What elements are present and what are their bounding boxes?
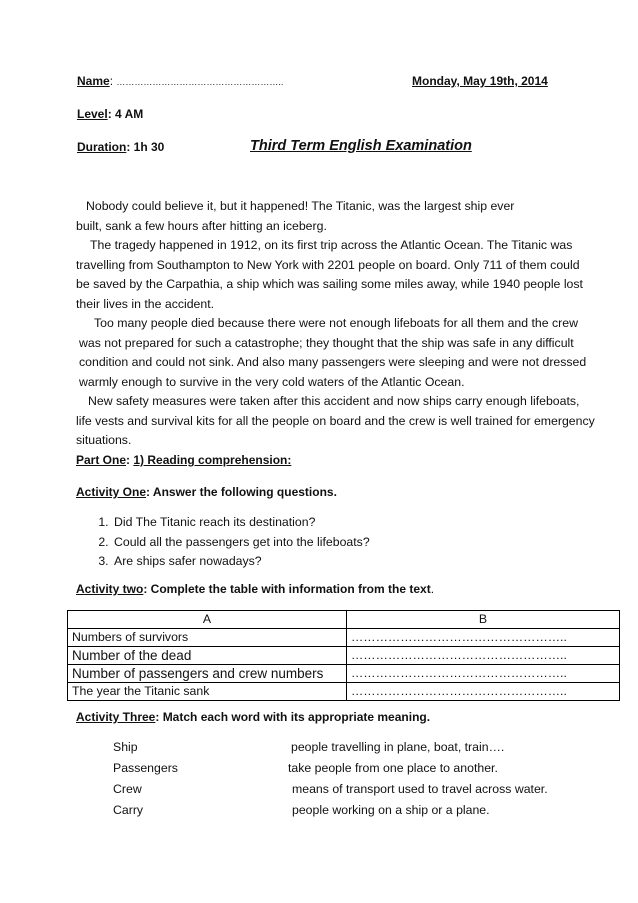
activity-two-instruction: : Complete the table with information from the text — [143, 582, 431, 596]
table-row — [68, 629, 620, 647]
question-item: 2. Could all the passengers get into the lifeboats? — [112, 533, 370, 553]
part-one-label: Part One — [76, 453, 127, 467]
duration-label: Duration — [77, 140, 127, 154]
text-line: Nobody could believe it, but it happened! The Titanic, was the largest ship ever — [86, 199, 515, 213]
activity-two-heading — [76, 582, 434, 596]
match-word: Crew — [113, 782, 142, 796]
exam-title: Third Term English Examination — [250, 138, 472, 154]
questions-list — [78, 513, 370, 572]
match-meaning: people travelling in plane, boat, train…. — [291, 740, 505, 754]
table-row — [68, 665, 620, 683]
activity-one-instruction: : Answer the following questions. — [146, 485, 337, 499]
table-cell-b: …………………………………………….. — [347, 629, 620, 647]
activity-three-label: Activity Three — [76, 710, 156, 724]
match-word: Passengers — [113, 761, 178, 775]
text-line: The tragedy happened in 1912, on its first trip across the Atlantic Ocean. The Titanic was — [90, 238, 573, 252]
table-cell-a: Number of the dead — [68, 647, 347, 665]
match-meaning: means of transport used to travel across water. — [292, 782, 548, 796]
activity-two-label: Activity two — [76, 582, 144, 596]
table-cell-b: …………………………………………….. — [347, 683, 620, 701]
activity-two-period: . — [430, 582, 435, 596]
table-cell-a: The year the Titanic sank — [68, 683, 347, 701]
match-words — [113, 737, 178, 821]
name-field — [77, 74, 283, 88]
exam-date: Monday, May 19th, 2014 — [412, 74, 548, 88]
text-line: travelling from Southampton to New York with 2201 people on board. Only 711 of them could — [76, 257, 580, 272]
column-header-b: B — [347, 611, 620, 629]
table-row — [68, 647, 620, 665]
column-header-a: A — [68, 611, 347, 629]
table-cell-a: Number of passengers and crew numbers — [68, 665, 347, 683]
level-value: : 4 AM — [107, 107, 144, 121]
activity-one-label: Activity One — [76, 485, 147, 499]
text-line: Too many people died because there were not enough lifeboats for all them and the crew — [94, 316, 578, 330]
match-word: Ship — [113, 740, 138, 754]
match-meanings — [288, 737, 548, 821]
duration-field — [77, 140, 164, 154]
text-line: condition and could not sink. And also many passengers were sleeping and were not dressed — [79, 355, 587, 369]
duration-value: : 1h 30 — [126, 140, 165, 154]
part-one-colon: : — [126, 453, 134, 467]
question-item: 3. Are ships safer nowadays? — [112, 552, 370, 572]
part-one-heading — [76, 453, 291, 467]
name-label: Name — [77, 74, 110, 88]
activity-three-heading — [76, 710, 430, 724]
name-colon: : — [109, 74, 114, 88]
question-item: 1. Did The Titanic reach its destination? — [112, 513, 370, 533]
match-meaning: people working on a ship or a plane. — [292, 803, 490, 817]
table-cell-b: …………………………………………….. — [347, 647, 620, 665]
text-line: built, sank a few hours after hitting an iceberg. — [76, 218, 327, 233]
table-header-row — [68, 611, 620, 629]
text-line: was not prepared for such a catastrophe; they thought that the ship was safe in any difficult — [79, 335, 574, 350]
activity-three-instruction: : Match each word with its appropriate meaning. — [155, 710, 431, 724]
reading-text — [76, 197, 621, 451]
level-label: Level — [77, 107, 108, 121]
part-one-title: 1) Reading comprehension: — [133, 453, 292, 467]
level-field — [77, 107, 143, 121]
text-line: situations. — [76, 433, 132, 447]
match-word: Carry — [113, 803, 144, 817]
info-table — [67, 610, 620, 701]
match-meaning: take people from one place to another. — [288, 761, 498, 775]
text-line: life vests and survival kits for all the people on board and the crew is well trained for emergency — [76, 413, 595, 428]
text-line: their lives in the accident. — [76, 296, 215, 311]
name-dots: ……………………………………………….. — [116, 77, 284, 87]
table-row — [68, 683, 620, 701]
table-cell-a: Numbers of survivors — [68, 629, 347, 647]
text-line: be saved by the Carpathia, a ship which was sailing some miles away, while 1940 people lost — [76, 277, 583, 291]
activity-one-heading — [76, 485, 337, 499]
text-line: New safety measures were taken after this accident and now ships carry enough lifeboats, — [88, 394, 580, 408]
table-cell-b: …………………………………………….. — [347, 665, 620, 683]
text-line: warmly enough to survive in the very cold waters of the Atlantic Ocean. — [79, 374, 465, 389]
